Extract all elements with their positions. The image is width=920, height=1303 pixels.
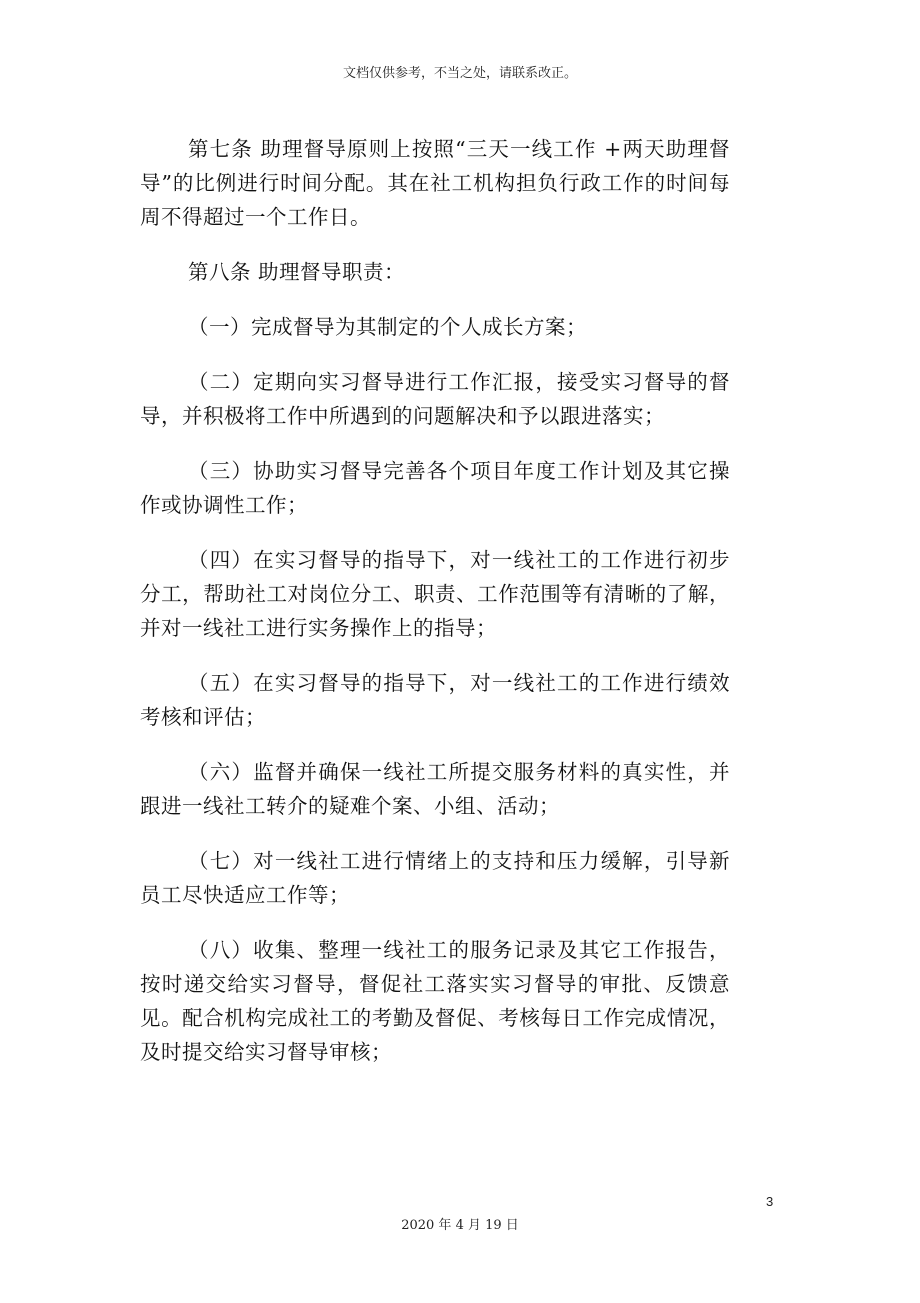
duty-item-2: （二）定期向实习督导进行工作汇报，接受实习督导的督导，并积极将工作中所遇到的问题解决和予以跟进落实；	[140, 370, 730, 428]
page-header-note: 文档仅供参考，不当之处，请联系改正。	[342, 66, 577, 81]
duty-item-3: （三）协助实习督导完善各个项目年度工作计划及其它操作或协调性工作；	[140, 459, 730, 517]
article-8-heading: 第八条 助理督导职责：	[188, 260, 406, 284]
duty-item-6: （六）监督并确保一线社工所提交服务材料的真实性，并跟进一线社工转介的疑难个案、小组、活动；	[140, 760, 730, 818]
footer-date: 2020 年 4 月 19 日	[401, 1218, 519, 1233]
duty-item-4: （四）在实习督导的指导下，对一线社工的工作进行初步分工，帮助社工对岗位分工、职责、工作范围等有清晰的了解，并对一线社工进行实务操作上的指导；	[140, 548, 730, 640]
duty-item-8: （八）收集、整理一线社工的服务记录及其它工作报告，按时递交给实习督导，督促社工落实实习督导的审批、反馈意见。配合机构完成社工的考勤及督促、考核每日工作完成情况，及时提交给实习督导审核；	[140, 938, 730, 1064]
duty-item-7: （七）对一线社工进行情绪上的支持和压力缓解，引导新员工尽快适应工作等；	[140, 849, 730, 907]
article-7-paragraph: 第七条 助理督导原则上按照“三天一线工作 +两天助理督导”的比例进行时间分配。其在社工机构担负行政工作的时间每周不得超过一个工作日。	[140, 137, 730, 229]
duty-item-1: （一）完成督导为其制定的个人成长方案；	[188, 315, 587, 339]
duty-item-5: （五）在实习督导的指导下，对一线社工的工作进行绩效考核和评估；	[140, 671, 730, 729]
page-number: 3	[766, 1194, 774, 1209]
document-body	[140, 132, 730, 1090]
